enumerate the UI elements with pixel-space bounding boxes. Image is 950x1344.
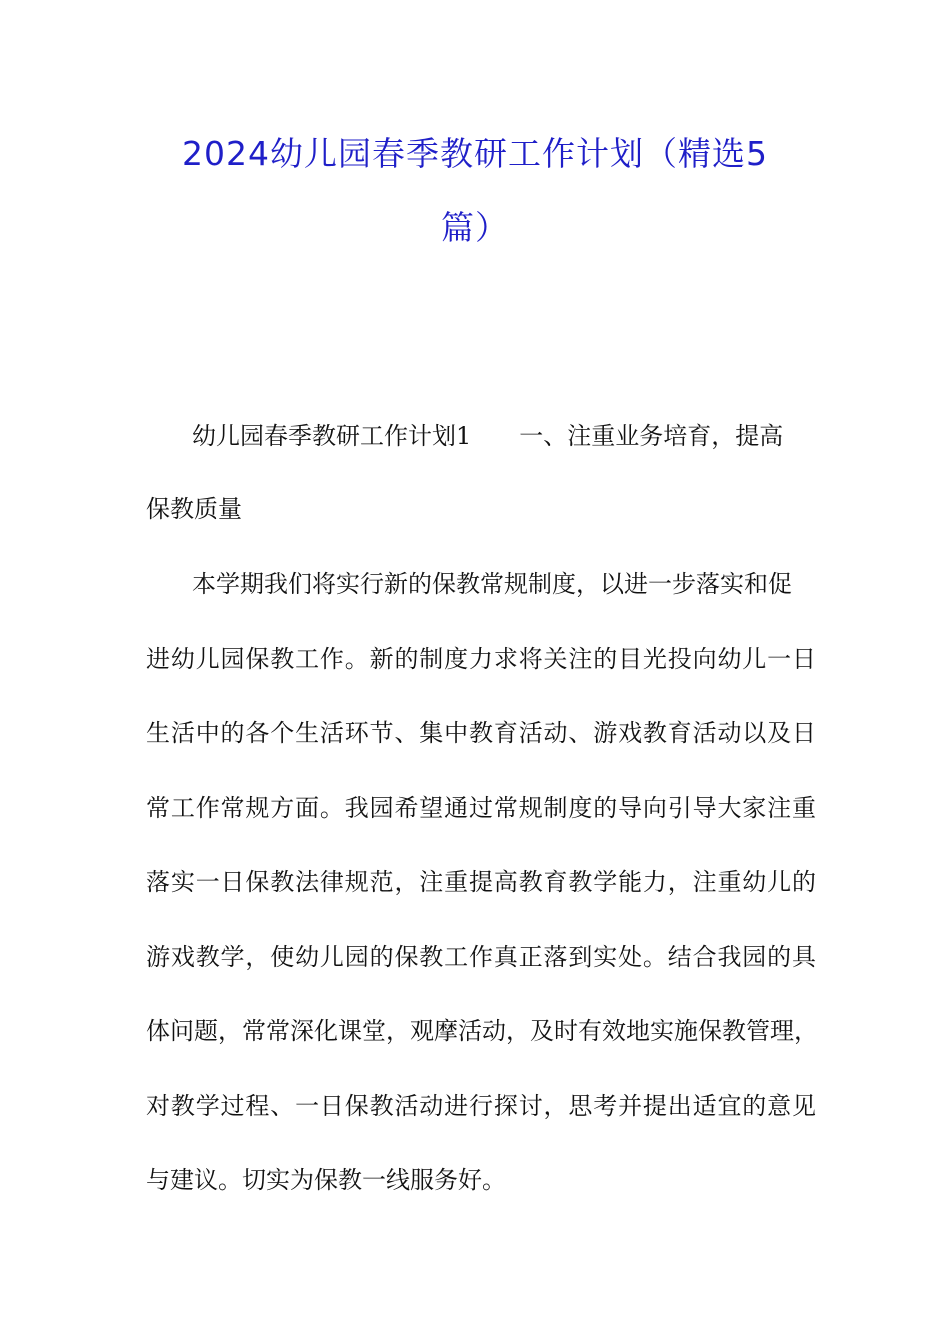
paragraph-line-1: 本学期我们将实行新的保教常规制度，以进一步落实和促 xyxy=(192,570,792,598)
section-heading-line xyxy=(192,421,862,451)
section-subheading: 一、注重业务培育，提高 xyxy=(519,422,784,450)
document-title-line-2: 篇） xyxy=(441,208,509,247)
section-subheading-continued: 保教质量 xyxy=(146,495,242,523)
section-heading: 幼儿园春季教研工作计划1 xyxy=(192,422,472,450)
paragraph-line-9: 与建议。切实为保教一线服务好。 xyxy=(146,1166,506,1194)
document-title-line-1: 2024幼儿园春季教研工作计划（精选5 xyxy=(182,134,768,173)
paragraph-line-3: 生活中的各个生活环节、集中教育活动、游戏教育活动以及日 xyxy=(146,719,816,747)
paragraph-line-4: 常工作常规方面。我园希望通过常规制度的导向引导大家注重 xyxy=(146,794,816,822)
paragraph-line-6: 游戏教学，使幼儿园的保教工作真正落到实处。结合我园的具 xyxy=(146,943,816,971)
paragraph-line-7: 体问题，常常深化课堂，观摩活动，及时有效地实施保教管理， xyxy=(146,1017,818,1045)
paragraph-line-8: 对教学过程、一日保教活动进行探讨，思考并提出适宜的意见 xyxy=(146,1092,816,1120)
paragraph-line-2: 进幼儿园保教工作。新的制度力求将关注的目光投向幼儿一日 xyxy=(146,645,816,673)
paragraph-line-5: 落实一日保教法律规范，注重提高教育教学能力，注重幼儿的 xyxy=(146,868,816,896)
